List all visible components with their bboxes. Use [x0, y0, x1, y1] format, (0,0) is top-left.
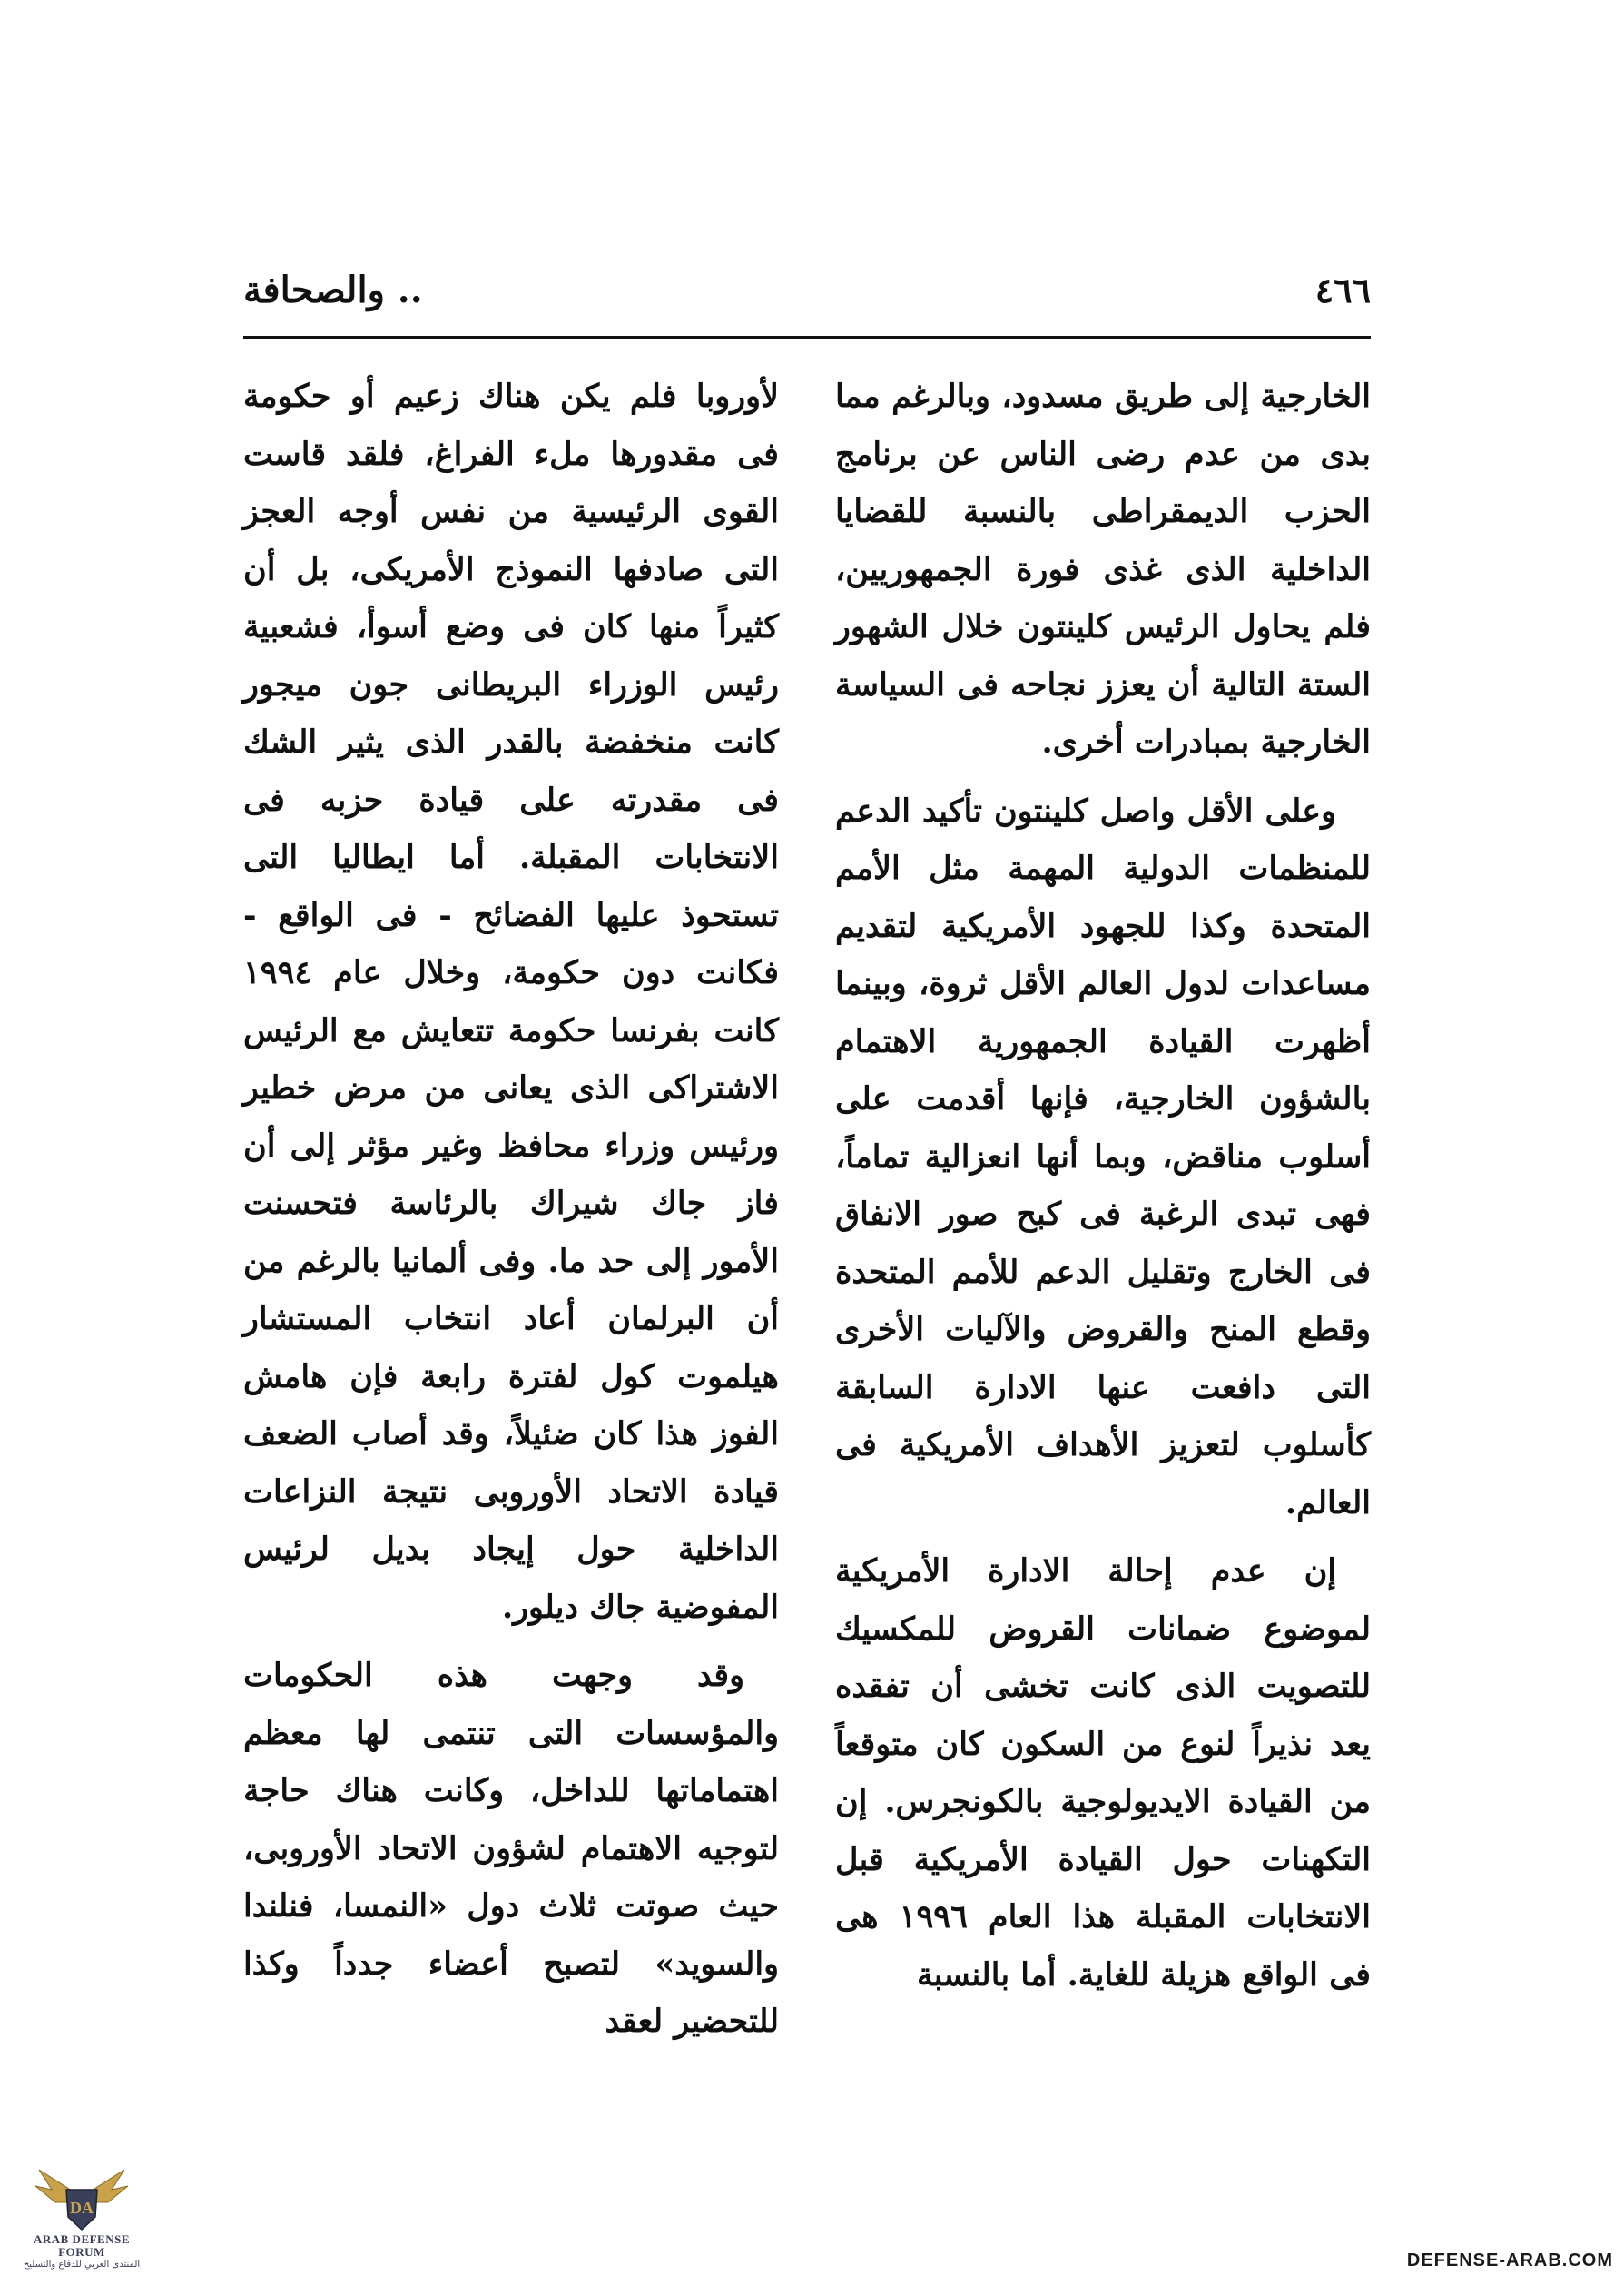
- eagle-emblem-icon: [32, 2162, 132, 2233]
- paragraph: إن عدم إحالة الادارة الأمريكية لموضوع ضمانات القروض للمكسيك للتصويت الذى كانت تخشى أن تفقده يعد نذيراً لنوع من السكون كان متوقعاً من القيادة الايديولوجية بالكونجرس. إن التكهنات حول القيادة الأمريكية قبل الانتخابات المقبلة هذا العام ١٩٩٦ هى فى الواقع هزيلة للغاية. أما بالنسبة: [835, 1552, 1371, 1994]
- page-header: [243, 263, 1371, 318]
- text-column-left: [243, 368, 779, 2062]
- paragraph: وقد وجهت هذه الحكومات والمؤسسات التى تنتمى لها معظم اهتماماتها للداخل، وكانت هناك حاجة لتوجيه الاهتمام لشؤون الاتحاد الأوروبى، حيث صوتت ثلاث دول «النمسا، فنلندا والسويد» لتصبح أعضاء جدداً وكذا للتحضير لعقد: [243, 1657, 779, 2040]
- paragraph: وعلى الأقل واصل كلينتون تأكيد الدعم للمنظمات الدولية المهمة مثل الأمم المتحدة وكذا للجهود الأمريكية لتقديم مساعدات لدول العالم الأقل ثروة، وبينما أظهرت القيادة الجمهورية الاهتمام بالشؤون الخارجية، فإنها أقدمت على أسلوب مناقض، وبما أنها انعزالية تماماً، فهى تبدى الرغبة فى كبح صور الانفاق فى الخارج وتقليل الدعم للأمم المتحدة وقطع المنح والقروض والآليات الأخرى التى دافعت عنها الادارة السابقة كأسلوب لتعزيز الأهداف الأمريكية فى العالم.: [835, 792, 1371, 1522]
- text-column-right: [835, 368, 1371, 2014]
- forum-logo: [9, 2162, 154, 2271]
- logo-monogram: DA: [70, 2199, 94, 2217]
- site-url-watermark: DEFENSE-ARAB.COM: [1406, 2250, 1613, 2270]
- logo-text-en: ARAB DEFENSE FORUM: [33, 2232, 131, 2259]
- header-rule: [243, 336, 1371, 339]
- logo-text-ar: المنتدى العربي للدفاع والتسليح: [23, 2260, 141, 2270]
- running-title: .. والصحافة: [243, 269, 423, 311]
- paragraph: الخارجية إلى طريق مسدود، وبالرغم مما بدى من عدم رضى الناس عن برنامج الحزب الديمقراطى بالنسبة للقضايا الداخلية الذى غذى فورة الجمهوريين، فلم يحاول الرئيس كلينتون خلال الشهور الستة التالية أن يعزز نجاحه فى السياسة الخارجية بمبادرات أخرى.: [835, 378, 1371, 761]
- paragraph: لأوروبا فلم يكن هناك زعيم أو حكومة فى مقدورها ملء الفراغ، فلقد قاست القوى الرئيسية من نفس أوجه العجز التى صادفها النموذج الأمريكى، بل أن كثيراً منها كان فى وضع أسوأ، فشعبية رئيس الوزراء البريطانى جون ميجور كانت منخفضة بالقدر الذى يثير الشك فى مقدرته على قيادة حزبه فى الانتخابات المقبلة. أما ايطاليا التى تستحوذ عليها الفضائح - فى الواقع - فكانت دون حكومة، وخلال عام ١٩٩٤ كانت بفرنسا حكومة تتعايش مع الرئيس الاشتراكى الذى يعانى من مرض خطير ورئيس وزراء محافظ وغير مؤثر إلى أن فاز جاك شيراك بالرئاسة فتحسنت الأمور إلى حد ما. وفى ألمانيا بالرغم من أن البرلمان أعاد انتخاب المستشار هيلموت كول لفترة رابعة فإن هامش الفوز هذا كان ضئيلاً، وقد أصاب الضعف قيادة الاتحاد الأوروبى نتيجة النزاعات الداخلية حول إيجاد بديل لرئيس المفوضية جاك ديلور.: [243, 378, 779, 1626]
- page-number: ٤٦٦: [1314, 270, 1371, 310]
